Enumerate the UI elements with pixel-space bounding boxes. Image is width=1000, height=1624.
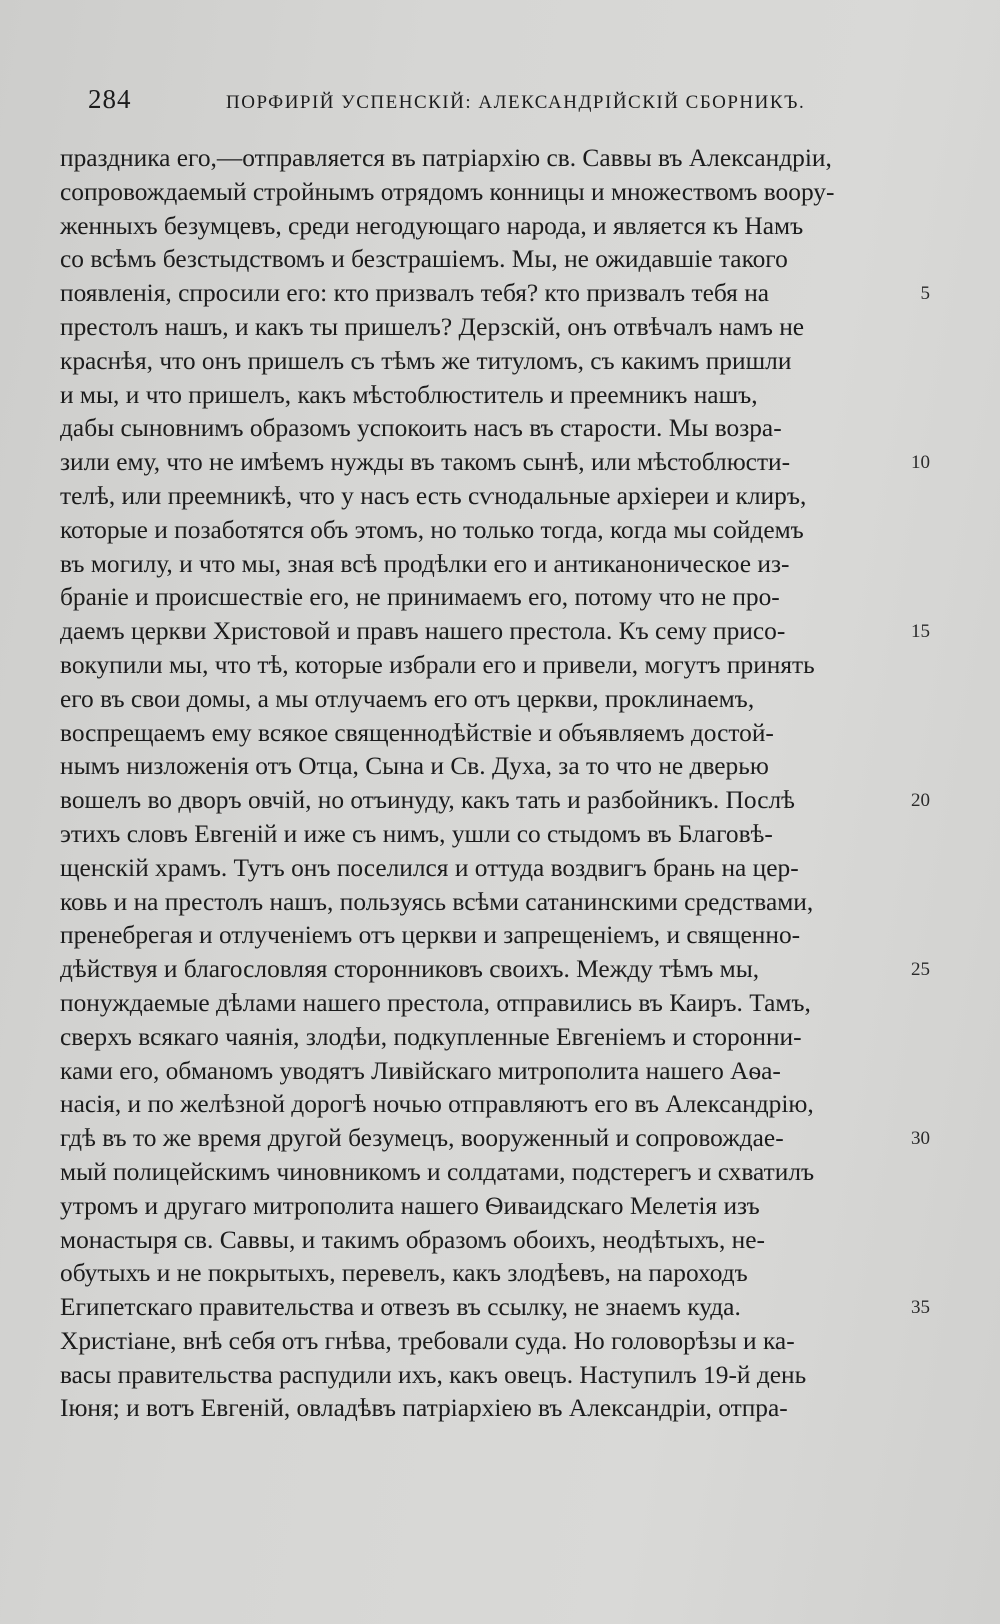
text-line (60, 1055, 880, 1089)
line-text: понуждаемые дѣлами нашего престола, отправились въ Каиръ. Тамъ, (60, 988, 811, 1017)
text-line (60, 277, 930, 311)
line-text: нымъ низложенія отъ Отца, Сына и Св. Духа, за то что не дверью (60, 752, 769, 781)
text-line (60, 1224, 880, 1258)
running-title: ПОРФИРІЙ УСПЕНСКІЙ: АЛЕКСАНДРІЙСКІЙ СБОРНИКЪ. (226, 92, 806, 113)
line-text: женныхъ безумцевъ, среди негодующаго народа, и является къ Намъ (60, 211, 804, 240)
text-line (60, 886, 880, 920)
line-text: сверхъ всякаго чаянія, злодѣи, подкупленные Евгеніемъ и сторонни- (60, 1022, 802, 1051)
line-text: пренебрегая и отлученіемъ отъ церкви и запрещеніемъ, и священно- (60, 921, 801, 950)
line-text: Христіане, внѣ себя отъ гнѣва, требовали суда. Но головорѣзы и ка- (60, 1326, 795, 1355)
text-line (60, 1392, 880, 1426)
page-header (88, 84, 948, 124)
line-text: вокупили мы, что тѣ, которые избрали его и привели, могутъ принять (60, 650, 815, 679)
text-line (60, 480, 880, 514)
line-text: появленія, спросили его: кто призвалъ тебя? кто призвалъ тебя на (60, 279, 770, 308)
text-line (60, 1122, 930, 1156)
line-text: мый полицейскимъ чиновникомъ и солдатами, подстерегъ и схватилъ (60, 1157, 815, 1186)
line-text: праздника его,—отправляется въ патріархію св. Саввы въ Александріи, (60, 144, 832, 172)
text-line (60, 1190, 880, 1224)
text-line (60, 683, 880, 717)
text-line (60, 345, 880, 379)
line-text: этихъ словъ Евгеній и иже съ нимъ, ушли со стыдомъ въ Благовѣ- (60, 819, 773, 848)
text-line (60, 953, 930, 987)
line-text: васы правительства распудили ихъ, какъ овецъ. Наступилъ 19-й день (60, 1360, 807, 1389)
text-line (60, 311, 880, 345)
line-text: воспрещаемъ ему всякое священнодѣйствіе и объявляемъ достой- (60, 718, 774, 747)
line-text: престолъ нашъ, и какъ ты пришелъ? Дерзскій, онъ отвѣчалъ намъ не (60, 312, 805, 341)
text-line (60, 210, 880, 244)
line-text: въ могилу, и что мы, зная всѣ продѣлки его и антиканоническое из- (60, 549, 790, 578)
line-text: вошелъ во дворъ овчій, но отъинуду, какъ тать и разбойникъ. Послѣ (60, 786, 795, 815)
text-line (60, 1021, 880, 1055)
line-number: 30 (911, 1128, 930, 1150)
line-text: сопровождаемый стройнымъ отрядомъ конницы и множествомъ воору- (60, 177, 835, 206)
line-text: Египетскаго правительства и отвезъ въ ссылку, не знаемъ куда. (60, 1293, 741, 1322)
text-line (60, 784, 930, 818)
line-text: браніе и происшествіе его, не принимаемъ его, потому что не про- (60, 583, 780, 612)
line-text: гдѣ въ то же время другой безумецъ, вооруженный и сопровождае- (60, 1124, 784, 1153)
line-text: дѣйствуя и благословляя сторонниковъ своихъ. Между тѣмъ мы, (60, 955, 760, 984)
text-line (60, 243, 880, 277)
line-text: Іюня; и вотъ Евгеній, овладѣвъ патріархіею въ Александріи, отпра- (60, 1394, 788, 1423)
line-text: насія, и по желѣзной дорогѣ ночью отправляютъ его въ Александрію, (60, 1090, 814, 1119)
text-line (60, 615, 930, 649)
line-text: его въ свои домы, а мы отлучаемъ его отъ церкви, проклинаемъ, (60, 684, 755, 713)
line-text: и мы, и что пришелъ, какъ мѣстоблюститель и преемникъ нашъ, (60, 380, 758, 409)
text-line (60, 919, 880, 953)
line-number: 25 (911, 959, 930, 981)
text-line (60, 176, 880, 210)
text-line (60, 1359, 880, 1393)
line-number: 10 (911, 452, 930, 474)
text-line (60, 1291, 930, 1325)
line-text: обутыхъ и не покрытыхъ, перевелъ, какъ злодѣевъ, на пароходъ (60, 1259, 748, 1288)
line-text: которые и позаботятся объ этомъ, но только тогда, когда мы сойдемъ (60, 515, 804, 544)
line-text: ками его, обманомъ уводятъ Ливійскаго митрополита нашего Аѳа- (60, 1056, 781, 1085)
text-line (60, 649, 880, 683)
text-line (60, 412, 880, 446)
text-line (60, 446, 930, 480)
line-number: 15 (911, 621, 930, 643)
text-line (60, 818, 880, 852)
text-line (60, 717, 880, 751)
text-line (60, 852, 880, 886)
line-text: со всѣмъ безстыдствомъ и безстрашіемъ. Мы, не ожидавшіе такого (60, 245, 788, 274)
line-number: 20 (911, 790, 930, 812)
text-line (60, 1257, 880, 1291)
line-text: щенскій храмъ. Тутъ онъ поселился и оттуда воздвигъ брань на цер- (60, 853, 799, 882)
text-line (60, 581, 880, 615)
text-line (60, 142, 880, 176)
text-line (60, 1088, 880, 1122)
page-number: 284 (88, 84, 132, 114)
text-line (60, 1156, 880, 1190)
text-line (60, 548, 880, 582)
text-line (60, 987, 880, 1021)
line-text: краснѣя, что онъ пришелъ съ тѣмъ же титуломъ, съ какимъ пришли (60, 346, 792, 375)
line-text: зили ему, что не имѣемъ нужды въ такомъ сынѣ, или мѣстоблюсти- (60, 448, 791, 477)
line-text: монастыря св. Саввы, и такимъ образомъ обоихъ, неодѣтыхъ, не- (60, 1225, 765, 1254)
line-number: 35 (911, 1297, 930, 1319)
text-line (60, 750, 880, 784)
text-line (60, 379, 880, 413)
line-text: даемъ церкви Христовой и правъ нашего престола. Къ сему присо- (60, 617, 786, 646)
body-text (60, 142, 930, 1426)
line-number: 5 (920, 283, 930, 305)
text-line (60, 1325, 880, 1359)
text-line (60, 514, 880, 548)
line-text: дабы сыновнимъ образомъ успокоить насъ въ старости. Мы возра- (60, 414, 782, 443)
line-text: ковь и на престолъ нашъ, пользуясь всѣми сатанинскими средствами, (60, 887, 814, 916)
line-text: утромъ и другаго митрополита нашего Ѳиваидскаго Мелетія изъ (60, 1191, 760, 1220)
line-text: телѣ, или преемникѣ, что у насъ есть сѵнодальные архіереи и клиръ, (60, 481, 807, 510)
